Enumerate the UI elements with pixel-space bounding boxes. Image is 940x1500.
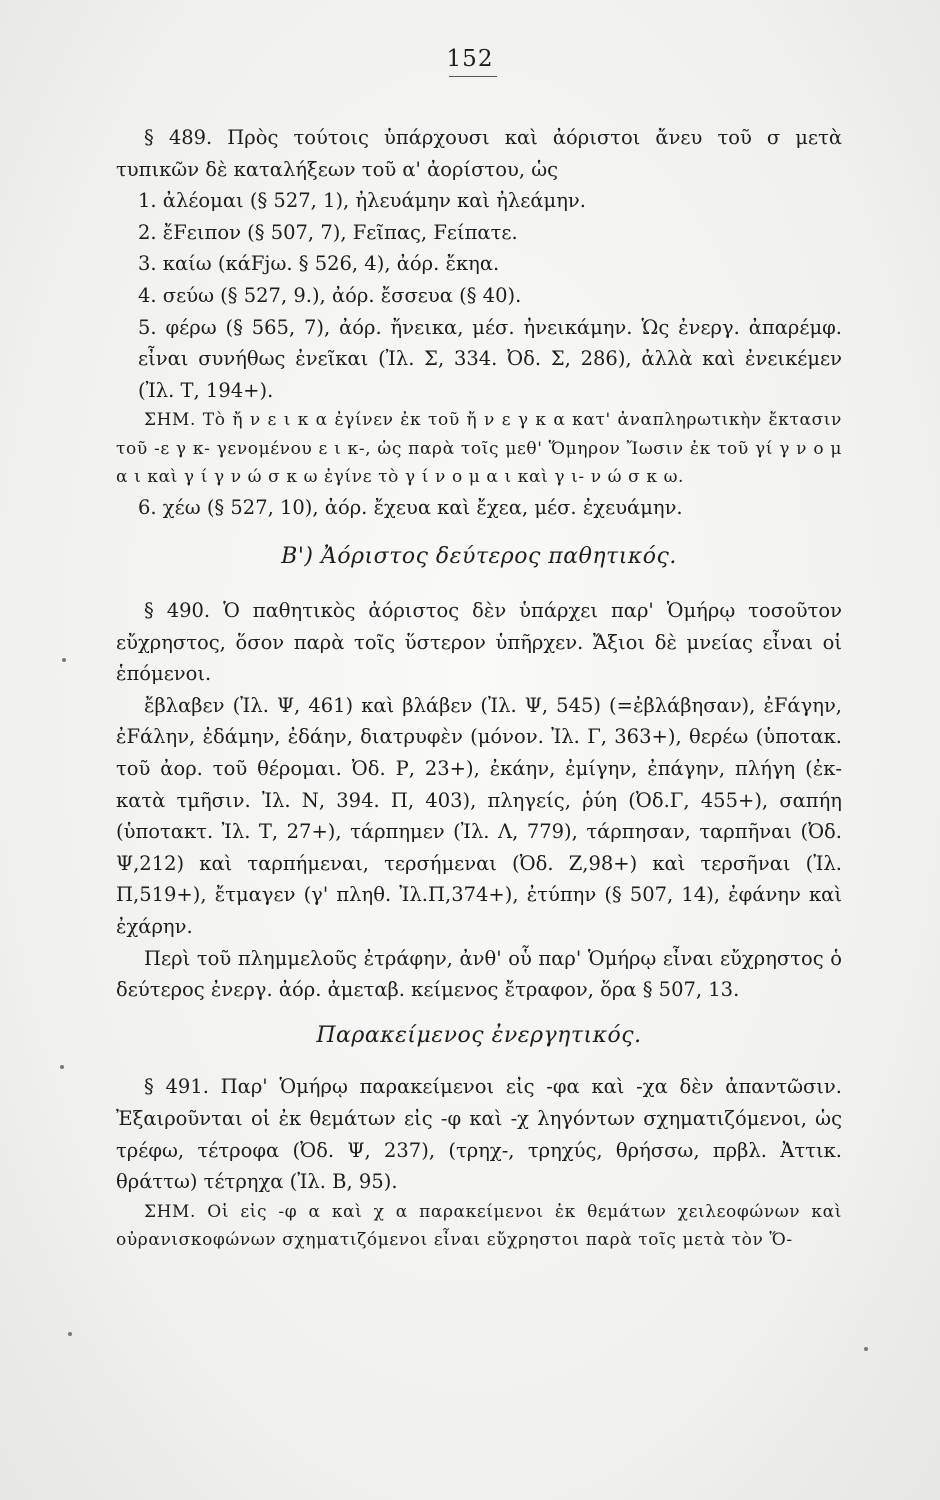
list-item: 6. χέω (§ 527, 10), ἀόρ. ἔχευα καὶ ἔχεα, μέσ. ἐχευάμην. (138, 495, 683, 519)
list-item: 5. φέρω (§ 565, 7), ἀόρ. ἤνεικα, μέσ. ἠνεικάμην. Ὡς ἐνεργ. ἀπαρέμφ. εἶναι συνήθως ἐνεῖκαι (Ἰλ. Σ, 334. Ὀδ. Σ, 286), ἀλλὰ καὶ ἐνεικέμεν (Ἰλ. Τ, 194+). (138, 315, 842, 402)
page-number-rule (449, 76, 497, 77)
section-490-paragraph: § 490. Ὁ παθητικὸς ἀόριστος δὲν ὑπάρχει παρ' Ὁμήρῳ τοσοῦτον εὔχρηστος, ὅσον παρὰ τοῖς ὕστερον ὑπῆρχεν. Ἄξιοι δὲ μνείας εἶναι οἱ ἑπόμενοι. (116, 599, 842, 686)
note-paragraph: ΣΗΜ. Οἱ εἰς -φ α καὶ χ α παρακείμενοι ἐκ θεμάτων χειλεοφώνων καὶ οὐρανισκοφώνων σχηματιζόμενοι εἶναι εὔχρηστοι παρὰ τοῖς μετὰ τὸν Ὅ- (116, 1201, 842, 1251)
scan-speck (68, 1332, 72, 1336)
scan-speck (62, 658, 66, 662)
note-paragraph: ΣΗΜ. Τὸ ἤ ν ε ι κ α ἐγίνεν ἐκ τοῦ ἤ ν ε γ κ α κατ' ἀναπληρωτικὴν ἔκτασιν τοῦ -ε γ κ- γενομένου ε ι κ-, ὡς παρὰ τοῖς μεθ' Ὅμηρον Ἴωσιν ἐκ τοῦ γί γ ν ο μ α ι καὶ γ ί γ ν ώ σ κ ω ἐγίνε τὸ γ ί ν ο μ α ι καὶ γ ι- ν ώ σ κ ω. (116, 410, 842, 488)
section-489-intro: § 489. Πρὸς τούτοις ὑπάρχουσι καὶ ἀόριστοι ἄνευ τοῦ σ μετὰ τυπικῶν δὲ καταλήξεων τοῦ α' ἀορίστου, ὡς (116, 126, 842, 181)
list-item: 4. σεύω (§ 527, 9.), ἀόρ. ἔσσευα (§ 40). (138, 283, 522, 307)
section-heading: Β') Ἀόριστος δεύτερος παθητικός. (281, 544, 677, 570)
section-490-paragraph: ἔβλαβεν (Ἰλ. Ψ, 461) καὶ βλάβεν (Ἰλ. Ψ, 545) (=ἐβλάβησαν), ἐFάγην, ἐFάλην, ἐδάμην, ἐδάην, διατρυφὲν (μόνον. Ἰλ. Γ, 363+), θερέω (ὑποτακ. τοῦ ἀορ. τοῦ θέρομαι. Ὀδ. Ρ, 23+), ἐκάην, ἐμίγην, ἐπάγην, πλήγη (ἐκ- κατὰ τμῆσιν. Ἰλ. Ν, 394. Π, 403), πληγείς, ῥύη (Ὀδ.Γ, 455+), σαπήη (ὑποτακτ. Ἰλ. Τ, 27+), τάρπημεν (Ἰλ. Λ, 779), τάρπησαν, ταρπῆναι (Ὀδ. Ψ,212) καὶ ταρπήμεναι, τερσήμεναι (Ὀδ. Ζ,98+) καὶ τερσῆναι (Ἰλ. Π,519+), ἔτμαγεν (γ' πληθ. Ἰλ.Π,374+), ἐτύπην (§ 507, 14), ἐφάνην καὶ ἐχάρην. (116, 693, 842, 938)
scan-speck (864, 1347, 868, 1351)
section-491-paragraph: § 491. Παρ' Ὁμήρῳ παρακείμενοι εἰς -φα καὶ -χα δὲν ἀπαντῶσιν. Ἐξαιροῦνται οἱ ἐκ θεμάτων εἰς -φ καὶ -χ ληγόντων σχηματιζόμενοι, ὡς τρέφω, τέτροφα (Ὀδ. Ψ, 237), (τρηχ-, τρηχύς, θρήσσω, πρβλ. Ἀττικ. θράττω) τέτρηχα (Ἰλ. Β, 95). (116, 1075, 842, 1194)
page-number: 152 (446, 46, 494, 72)
scan-speck (60, 1065, 64, 1069)
list-item: 2. ἔFειπον (§ 507, 7), Fεῖπας, Fείπατε. (138, 220, 518, 244)
list-item: 3. καίω (κάFjω. § 526, 4), ἀόρ. ἔκηα. (138, 252, 500, 276)
section-heading: Παρακείμενος ἐνεργητικός. (316, 1022, 642, 1048)
page-body (116, 122, 842, 1255)
list-item: 1. ἀλέομαι (§ 527, 1), ἠλευάμην καὶ ἠλεάμην. (138, 189, 586, 213)
section-490-paragraph: Περὶ τοῦ πλημμελοῦς ἐτράφην, ἀνθ' οὗ παρ' Ὁμήρῳ εἶναι εὔχρηστος ὁ δεύτερος ἐνεργ. ἀόρ. ἀμεταβ. κείμενος ἔτραφον, ὅρα § 507, 13. (116, 946, 842, 1002)
